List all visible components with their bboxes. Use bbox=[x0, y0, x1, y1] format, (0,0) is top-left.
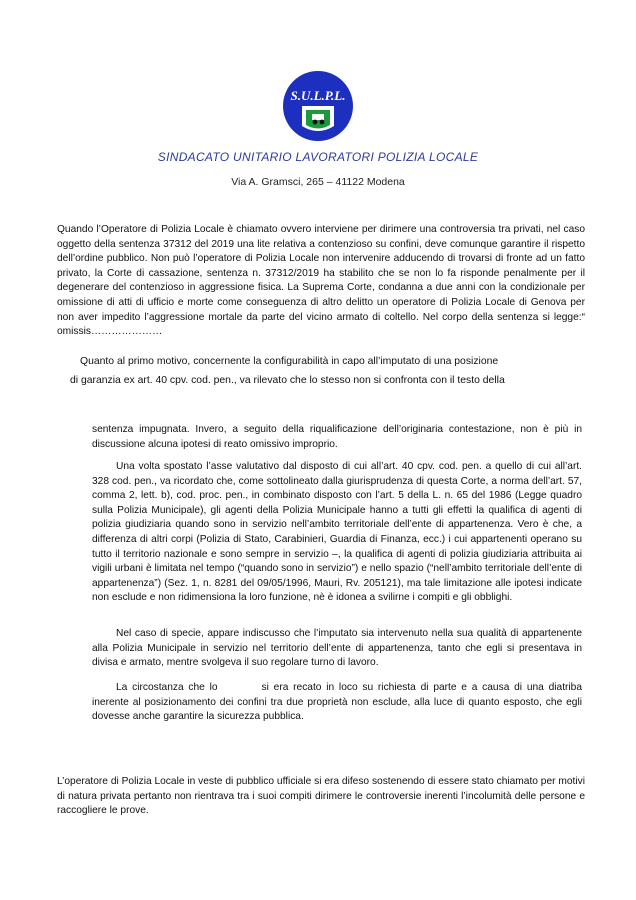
sentence-paragraph-b bbox=[92, 627, 582, 671]
paragraph-b-text: Nel caso di specie, appare indiscusso che l’imputato sia intervenuto nella sua qualità di appartenente alla Polizia Municipale in servizio nel territorio dell’ente di appartenenza, tanto che egli si presentava in divisa e armato, mentre svolgeva il suo regolare turno di lavoro. bbox=[92, 628, 582, 669]
paragraph-c-end: si era recato in loco su richiesta di parte e a causa di una diatriba inerente al posizionamento dei confini tra due proprietà non esclude, alla luce di quanto esposto, che egli dovesse anche garantire la sicurezza pubblica. bbox=[92, 682, 583, 723]
sentence-continuation: sentenza impugnata. Invero, a seguito della riqualificazione dell’originaria contestazione, non è più in discussione alcuna ipotesi di reato omissivo improprio. bbox=[92, 424, 582, 450]
sulpl-logo bbox=[282, 70, 354, 142]
organization-name: SINDACATO UNITARIO LAVORATORI POLIZIA LOCALE bbox=[157, 150, 479, 164]
quote-line-2: di garanzia ex art. 40 cpv. cod. pen., va rilevato che lo stesso non si confronta con il testo della bbox=[70, 375, 505, 386]
closing-paragraph: L’operatore di Polizia Locale in veste di pubblico ufficiale si era difeso sostenendo di essere stato chiamato per motivi di natura privata pertanto non rientrava tra i suoi compiti dirimere le controversie inerenti l’incolumità delle persone e raccogliere le prove. bbox=[57, 776, 585, 817]
sentence-quote-opening bbox=[70, 352, 578, 390]
sentence-paragraph-a bbox=[92, 460, 582, 606]
intro-paragraph: Quando l’Operatore di Polizia Locale è chiamato ovvero interviene per dirimere una controversia tra privati, nel caso oggetto della sentenza 37312 del 2019 una lite relativa a contenzioso su confini, deve comunque garantire il rispetto dell’ordine pubblico. Non può l’operatore di Polizia Locale non intervenire adducendo di trovarsi di fronte ad un fatto privato, la Corte di cassazione, sentenza n. 37312/2019 ha stabilito che se non lo fa risponde penalmente per il degenerare del contenzioso in aggressione fisica. La Suprema Corte, condanna a due anni con la condizionale per omissione di atti di ufficio e morte come conseguenza di altro delitto un operatore di Polizia Locale di Genova per non aver impedito l’aggressione mortale da parte del vicino armato di coltello. Nel corpo della sentenza si legge:“ omissis………………… bbox=[57, 224, 585, 338]
sulpl-logo-icon bbox=[282, 70, 354, 142]
paragraph-c-start: La circostanza che lo bbox=[116, 682, 218, 693]
organization-address: Via A. Gramsci, 265 – 41122 Modena bbox=[231, 176, 405, 188]
quote-line-1: Quanto al primo motivo, concernente la configurabilità in capo all’imputato di una posizione bbox=[80, 356, 499, 367]
logo-text: S.U.L.P.L. bbox=[290, 88, 346, 103]
paragraph-a-text: Una volta spostato l’asse valutativo dal disposto di cui all’art. 40 cpv. cod. pen. a quello di cui all’art. 328 cod. pen., va ricordato che, come sottolineato dalla giurisprudenza di questa Corte, a norma dell’art. 57, comma 2, lett. b), cod. proc. pen., in combinato disposto con l’art. 5 della L. n. 65 del 1986 (Legge quadro sulla Polizia Municipale), gli agenti della Polizia Municipale hanno a tutti gli effetti la qualifica di agenti di polizia giudiziaria quando sono in servizio nell’ambito territoriale dell’ente di appartenenza. Vero è che, a differenza di altri corpi (Polizia di Stato, Carabinieri, Guardia di Finanza, ecc.) i cui appartenenti operano su tutto il territorio nazionale e sono sempre in servizio –, la qualifica di agenti di polizia giudiziaria attribuita ai vigili urbani è limitata nel tempo (“quando sono in servizio”) e nello spazio (“nell’ambito territoriale dell’ente di appartenenza”) (Sez. 1, n. 8281 del 09/05/1996, Mauri, Rv. 205121), ma tale limitazione alle ipotesi indicate non esclude e non ridimensiona la loro funzione, nè è idonea a svilirne i compiti e gli obblighi. bbox=[92, 461, 582, 604]
sentence-paragraph-c bbox=[92, 681, 582, 725]
